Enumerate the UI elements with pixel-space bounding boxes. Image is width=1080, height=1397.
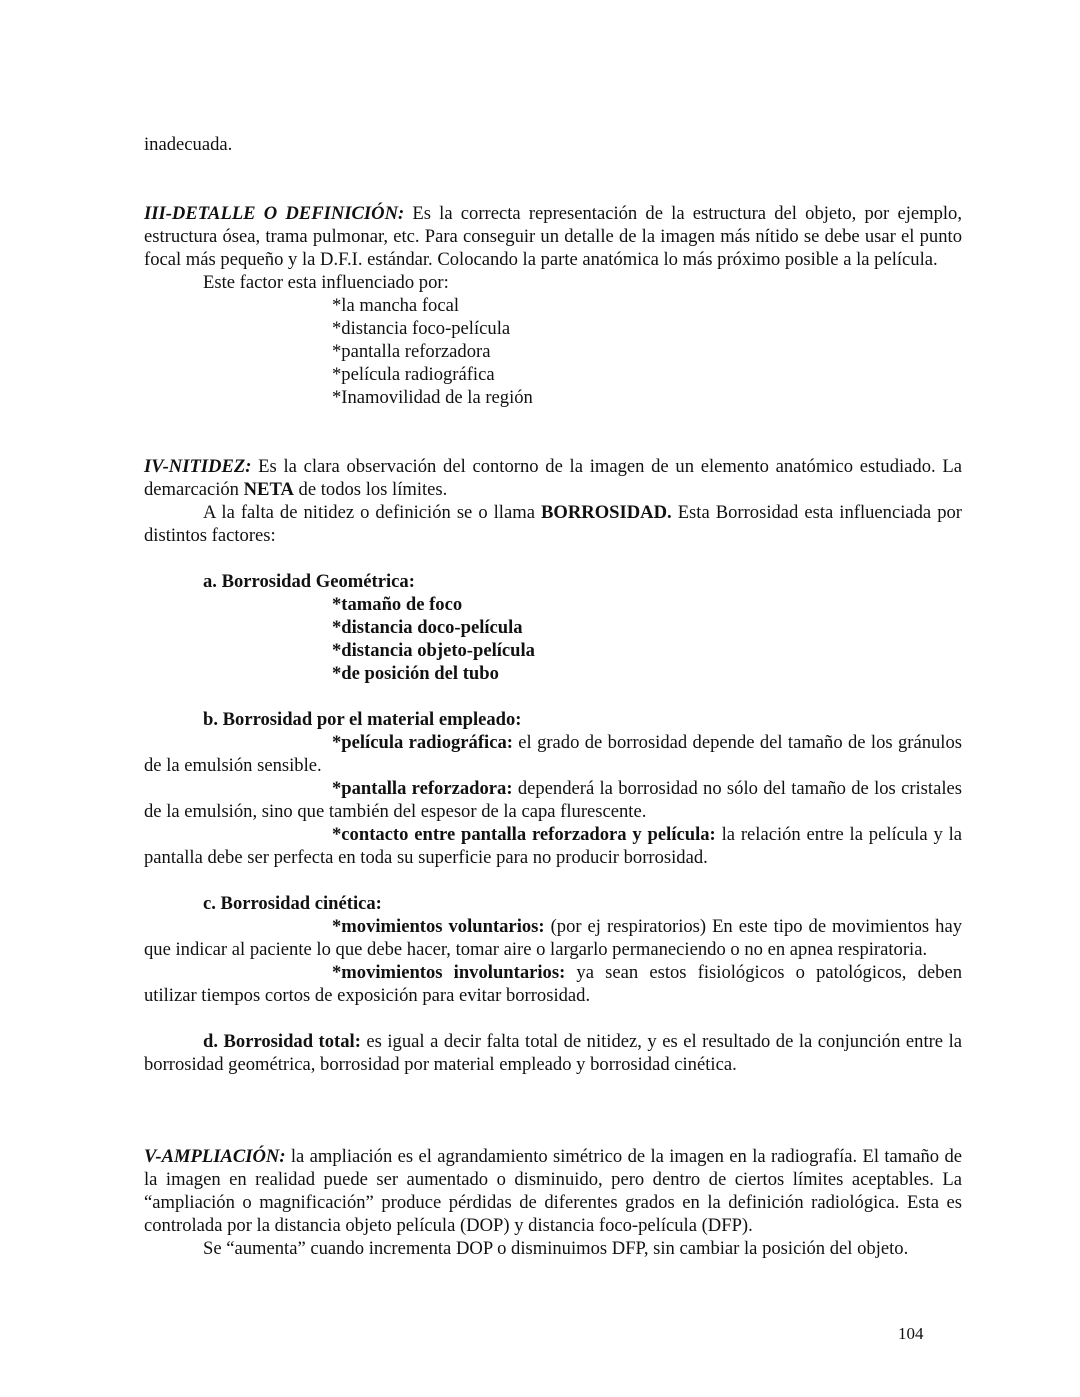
intro-paragraph: inadecuada. <box>144 134 233 155</box>
material-text: dependerá la borrosidad no sólo del tamaño de los cristales de la emulsión, sino que también del espesor de la capa flurescente. <box>144 778 962 822</box>
detalle-factor-item: *pantalla reforzadora <box>332 341 491 362</box>
geometrica-item: *de posición del tubo <box>332 663 499 684</box>
material-term: *película radiográfica: <box>332 732 513 753</box>
nitidez-paragraph <box>144 455 962 501</box>
detalle-factor-item: *distancia foco-película <box>332 318 511 339</box>
detalle-text: Es la correcta representación de la estructura del objeto, por ejemplo, estructura ósea, trama pulmonar, etc. Para conseguir un detalle de la imagen más nítido se debe usar el punto focal más pequeño y la D.F.I. estándar. Colocando la parte anatómica lo más próximo posible a la película. <box>144 203 962 270</box>
geometrica-item: *distancia objeto-película <box>332 640 535 661</box>
cinetica-text: (por ej respiratorios) En este tipo de movimientos hay que indicar al paciente lo que debe hacer, tomar aire o largarlo permaneciendo o no en apnea respiratoria. <box>144 916 962 960</box>
material-entry <box>144 777 962 823</box>
nitidez-heading: IV-NITIDEZ: <box>144 456 252 477</box>
material-text: la relación entre la película y la pantalla debe ser perfecta en toda su superficie para no producir borrosidad. <box>144 824 962 868</box>
detalle-factor-item: *Inamovilidad de la región <box>332 387 533 408</box>
ampliacion-paragraph-2: Se “aumenta” cuando incrementa DOP o disminuimos DFP, sin cambiar la posición del objeto. <box>203 1238 909 1259</box>
ampliacion-heading: V-AMPLIACIÓN: <box>144 1146 286 1167</box>
nitidez-text-2: de todos los límites. <box>293 479 448 500</box>
total-term: d. Borrosidad total: <box>203 1031 361 1052</box>
total-paragraph <box>144 1030 962 1076</box>
nitidez-text-4: Esta Borrosidad esta influenciada por distintos factores: <box>144 502 962 546</box>
geometrica-title: a. Borrosidad Geométrica: <box>203 571 415 592</box>
nitidez-text-3: A la falta de nitidez o definición se o llama <box>203 502 541 523</box>
cinetica-text: ya sean estos fisiológicos o patológicos, deben utilizar tiempos cortos de exposición para evitar borrosidad. <box>144 962 962 1006</box>
material-entry <box>144 731 962 777</box>
material-title: b. Borrosidad por el material empleado: <box>203 709 522 730</box>
cinetica-title: c. Borrosidad cinética: <box>203 893 382 914</box>
material-entry <box>144 823 962 869</box>
detalle-factor-item: *la mancha focal <box>332 295 459 316</box>
borrosidad-keyword: BORROSIDAD. <box>540 502 672 523</box>
ampliacion-text: la ampliación es el agrandamiento simétrico de la imagen en la radiografía. El tamaño de la imagen en realidad puede ser aumentado o disminuido, pero dentro de ciertos límites aceptables. La “ampliación o magnificación” produce pérdidas de diferentes grados en la definición radiológica. Esta es controlada por la distancia objeto película (DOP) y distancia foco-película (DFP). <box>144 1146 962 1236</box>
detalle-factor-item: *película radiográfica <box>332 364 495 385</box>
ampliacion-paragraph <box>144 1145 962 1237</box>
cinetica-term: *movimientos involuntarios: <box>332 962 566 983</box>
detalle-factor-intro: Este factor esta influenciado por: <box>203 272 449 293</box>
detalle-paragraph <box>144 202 962 271</box>
nitidez-text-1: Es la clara observación del contorno de la imagen de un elemento anatómico estudiado. La demarcación <box>144 456 962 500</box>
detalle-heading: III-DETALLE O DEFINICIÓN: <box>144 203 405 224</box>
cinetica-term: *movimientos voluntarios: <box>332 916 545 937</box>
total-text: es igual a decir falta total de nitidez, y es el resultado de la conjunción entre la borrosidad geométrica, borrosidad por material empleado y borrosidad cinética. <box>144 1031 962 1075</box>
material-term: *pantalla reforzadora: <box>332 778 513 799</box>
material-term: *contacto entre pantalla reforzadora y película: <box>332 824 716 845</box>
cinetica-entry <box>144 961 962 1007</box>
cinetica-entry <box>144 915 962 961</box>
neta-keyword: NETA <box>243 479 294 500</box>
page-number: 104 <box>898 1324 924 1343</box>
borrosidad-paragraph <box>144 501 962 547</box>
geometrica-item: *tamaño de foco <box>332 594 463 615</box>
geometrica-item: *distancia doco-película <box>332 617 523 638</box>
material-text: el grado de borrosidad depende del tamaño de los gránulos de la emulsión sensible. <box>144 732 962 776</box>
page-content <box>144 133 962 1260</box>
